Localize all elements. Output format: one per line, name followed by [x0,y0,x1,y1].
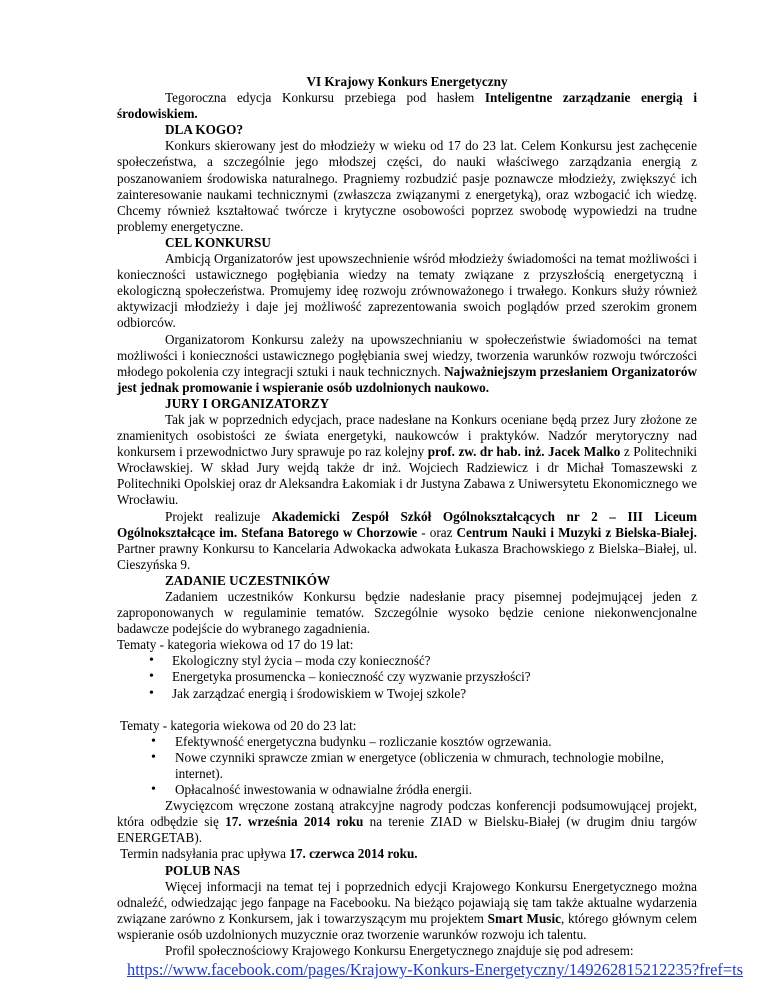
spacer [117,702,697,718]
paragraph-polub: Więcej informacji na temat tej i poprzednich edycji Krajowego Konkursu Energetycznego można odnaleźć, odwiedzając jego fanpage na Facebooku. Na bieżąco pojawiają się tam także aktualne wydarzenia związane zarówno z Konkursem, jak i towarzyszącym mu projektem Smart Music, którego głównym celem wspieranie osób uzdolnionych muzycznie oraz tworzenie warunków rozwoju ich talentu. [117,878,697,942]
list-item: • Jak zarządzać energią i środowiskiem w Twojej szkole? [117,686,697,702]
list-item: • Nowe czynniki sprawcze zmian w energetyce (obliczenia w chmurach, technologie mobilne, internet). [117,750,697,782]
intro-paragraph: Tegoroczna edycja Konkursu przebiega pod hasłem Inteligentne zarządzanie energią i środowiskiem. [117,90,697,122]
paragraph-projekt: Projekt realizuje Akademicki Zespół Szkół Ogólnokształcących nr 2 – III Liceum Ogólnokształcące im. Stefana Batorego w Chorzowie - oraz Centrum Nauki i Muzyki z Bielska-Białej. Partner prawny Konkursu to Kancelaria Adwokacka adwokata Łukasza Brachowskiego z Bielska–Białej, ul. Cieszyńska 9. [117,508,698,572]
list-item: • Opłacalność inwestowania w odnawialne źródła energii. [117,782,697,798]
heading-dla-kogo: DLA KOGO? [165,122,244,138]
list-item: • Efektywność energetyczna budynku – rozliczanie kosztów ogrzewania. [117,734,697,750]
topics-17-19-list [117,653,697,701]
document-title: VI Krajowy Konkurs Energetyczny [306,74,508,89]
heading-zadanie: ZADANIE UCZESTNIKÓW [165,572,331,588]
paragraph-dla-kogo: Konkurs skierowany jest do młodzieży w wieku od 17 do 23 lat. Celem Konkursu jest zachęcenie społeczeństwa, a szczególnie jego młodszej części, do nauki właściwego zarządzania energią z poszanowaniem środowiska naturalnego. Pragniemy rozbudzić pasje poznawcze młodzieży, zwiększyć ich zainteresowanie naukami technicznymi (zwłaszcza związanymi z energetyką), oraz wzbogacić ich wiedzę. Chcemy również kształtować twórcze i krytyczne osobowości poprzez swobodę wypowiedzi na trudne problemy energetyczne. [117,138,697,234]
topics-20-23-list [117,734,697,798]
heading-cel-konkursu: CEL KONKURSU [165,234,271,250]
paragraph-termin: Termin nadsyłania prac upływa 17. czerwca 2014 roku. [117,846,418,862]
paragraph-profil: Profil społecznościowy Krajowego Konkursu Energetycznego znajduje się pod adresem: [165,942,634,958]
paragraph-cel-1: Ambicją Organizatorów jest upowszechnienie wśród młodzieży świadomości na temat możliwości i konieczności ustawicznego pogłębiania wiedzy na tematy związane z przyszłością energetyczną i ekologiczną społeczeństwa. Promujemy ideę rozwoju zrównoważonego i trwałego. Konkurs służy również aktywizacji młodzieży i daje jej możliwość zaprezentowania swoich poglądów przed szerokim gronem odbiorców. [117,251,697,331]
list-item: • Energetyka prosumencka – konieczność czy wyzwanie przyszłości? [117,669,697,685]
list-item: • Ekologiczny styl życia – moda czy konieczność? [117,653,697,669]
paragraph-zadanie: Zadaniem uczestników Konkursu będzie nadesłanie pracy pisemnej podejmującej jeden z zaproponowanych w regulaminie tematów. Szczególnie wysoko będzie cenione niekonwencjonalne badawcze podejście do wybranego zagadnienia. [117,589,697,637]
topics-20-23-label: Tematy - kategoria wiekowa od 20 do 23 lat: [117,717,357,733]
paragraph-cel-2: Organizatorom Konkursu zależy na upowszechnianiu w społeczeństwie świadomości na temat możliwości i konieczności ustawicznego pogłębiania swej wiedzy, tworzenia warunków rozwoju twórczości młodego pokolenia czy integracji sztuki i nauk technicznych. Najważniejszym przesłaniem Organizatorów jest jednak promowanie i wspieranie osób uzdolnionych naukowo. [117,331,697,395]
facebook-link[interactable]: https://www.facebook.com/pages/Krajowy-Konkurs-Energetyczny/149262815212235?fref=ts [127,960,744,980]
topics-17-19-label: Tematy - kategoria wiekowa od 17 do 19 lat: [117,637,354,653]
paragraph-nagrody: Zwycięzcom wręczone zostaną atrakcyjne nagrody podczas konferencji podsumowującej projekt, która odbędzie się 17. września 2014 roku na terenie ZIAD w Bielsku-Białej (w drugim dniu targów ENERGETAB). [117,798,697,846]
heading-jury: JURY I ORGANIZATORZY [165,395,330,411]
heading-polub-nas: POLUB NAS [165,862,241,878]
paragraph-jury: Tak jak w poprzednich edycjach, prace nadesłane na Konkurs oceniane będą przez Jury złożone ze znamienitych osobistości ze świata energetyki, naukowców i praktyków. Nadzór merytoryczny nad konkursem i przewodnictwo Jury sprawuje po raz kolejny prof. zw. dr hab. inż. Jacek Malko z Politechniki Wrocławskiej. W skład Jury wejdą także dr inż. Wojciech Radziewicz i dr Michał Tomaszewski z Politechniki Opolskiej oraz dr Aleksandra Łakomiak i dr Justyna Zabawa z Uniwersytetu Ekonomicznego we Wrocławiu. [117,411,697,508]
